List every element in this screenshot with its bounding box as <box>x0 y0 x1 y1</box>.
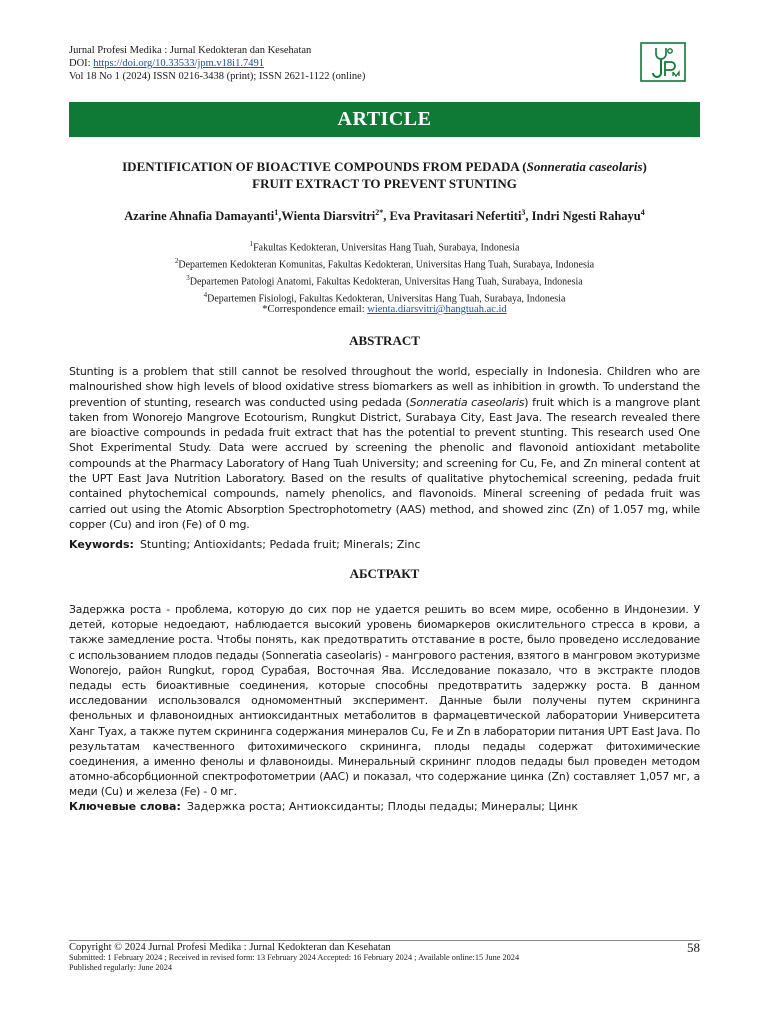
affiliation-list <box>69 238 700 307</box>
article-banner: ARTICLE <box>69 102 700 137</box>
correspondence-label: *Correspondence email: <box>262 304 368 315</box>
affiliation: $^1$Fakultas Kedokteran, Universitas Hang Tuah, Surabaya, Indonesia <box>249 240 520 254</box>
volume-issn-line: Vol 18 No 1 (2024) ISSN 0216-3438 (print); ISSN 2621-1122 (online) <box>69 71 366 82</box>
title-prefix: IDENTIFICATION OF BIOACTIVE COMPOUNDS FROM PEDADA ( <box>122 159 527 174</box>
abstract-heading: ABSTRACT <box>349 333 420 348</box>
keywords-label: Keywords: <box>69 538 134 551</box>
author: Wienta Diarsvitri$^{2*}$ <box>281 208 384 224</box>
journal-logo <box>640 42 686 82</box>
affiliation: $^2$Departemen Kedokteran Komunitas, Fakultas Kedokteran, Universitas Hang Tuah, Surabaya, Indonesia <box>174 257 595 271</box>
title-species: Sonneratia caseolaris <box>526 159 643 174</box>
title-line-2: FRUIT EXTRACT TO PREVENT STUNTING <box>252 176 517 191</box>
doi-label: DOI: <box>69 58 94 69</box>
keywords-ru-label: Ключевые слова: <box>69 800 181 813</box>
published-line: Published regularly: June 2024 <box>69 963 173 973</box>
page-number: 58 <box>687 940 700 955</box>
keywords-ru-line <box>69 800 700 813</box>
correspondence-email-link[interactable]: wienta.diarsvitri@hangtuah.ac.id <box>367 304 507 315</box>
author: Eva Pravitasari Nefertiti$^3$ <box>389 208 526 224</box>
title-suffix: ) <box>642 159 647 174</box>
title-line-1 <box>69 158 700 175</box>
correspondence <box>69 304 700 315</box>
journal-name: Jurnal Profesi Medika : Jurnal Kedokteran dan Kesehatan <box>69 45 312 56</box>
author-list: Azarine Ahnafia Damayanti$^1$,Wienta Diarsvitri$^{2*}$, Eva Pravitasari Nefertiti$^3$, Indri Ngesti Rahayu$^4$ <box>124 208 645 224</box>
keywords-values: Stunting; Antioxidants; Pedada fruit; Minerals; Zinc <box>139 538 421 551</box>
keywords-ru-values: Задержка роста; Антиоксиданты; Плоды педады; Минералы; Цинк <box>186 800 578 813</box>
submission-dates: Submitted: 1 February 2024 ; Received in revised form: 13 February 2024 Accepted: 16 February 2024 ; Available online:15 June 2024 <box>69 953 520 962</box>
author: Azarine Ahnafia Damayanti$^1$ <box>124 208 279 224</box>
abstract-ru-body: Задержка роста - проблема, которую до сих пор не удается решить во всем мире, особенно в Индонезии. У детей, которые недоедают, наблюдается высокий уровень биомаркеров окислительного стресса в крови, а также замедление роста. Чтобы понять, как предотвратить отставание в росте, было проведено исследование с использованием плодов педады (Sonneratia caseolaris) - мангрового растения, взятого в мангровом экотуризме Wonorejo, район Rungkut, город Сурабая, Восточная Ява. Исследование показало, что в экстракте плодов педады есть биоактивные соединения, которые способны предотвратить задержку роста. В данном исследовании использовался одномоментный эксперимент. Данные были получены путем скрининга фенольных и флавоноидных антиоксидантных метаболитов в фармацевтической лаборатории Университета Ханг Туах, а также путем скрининга содержания минералов Cu, Fe и Zn в лаборатории питания UPT East Java. По результатам качественного фитохимического скрининга, плоды педады содержат фитохимические соединения, а именно фенолы и флавоноиды. Минеральный скрининг плодов педады был проведен методом атомно-абсорбционной спектрофотометрии (ААС) и показал, что содержание цинка (Zn) составляет 1,057 мг, а меди (Cu) и железа (Fe) - 0 мг. <box>69 603 700 799</box>
doi-link[interactable]: https://doi.org/10.33533/jpm.v18i1.7491 <box>93 58 264 69</box>
copyright-line: Copyright © 2024 Jurnal Profesi Medika : Jurnal Kedokteran dan Kesehatan <box>69 942 391 953</box>
affiliation: $^3$Departemen Patologi Anatomi, Fakultas Kedokteran, Universitas Hang Tuah, Surabaya, Indonesia <box>186 274 583 288</box>
author: Indri Ngesti Rahayu$^4$ <box>531 208 645 224</box>
doi-line <box>69 57 629 70</box>
keywords-line <box>69 538 700 551</box>
paper-title <box>69 158 700 192</box>
abstract-body: Stunting is a problem that still cannot be resolved throughout the world, especially in Indonesia. Children who are malnourished show high levels of blood oxidative stress biomarkers as well as inhibition in growth. To understand the prevention of stunting, research was conducted using pedada (Sonneratia caseolaris) fruit which is a mangrove plant taken from Wonorejo Mangrove Ecotourism, Rungkut District, Surabaya City, East Java. The research revealed there are bioactive compounds in pedada fruit extract that has the potential to prevent stunting. This research used One Shot Experimental Study. Data were accrued by screening the phenolic and flavonoid antioxidant metabolite compounds at the Pharmacy Laboratory of Hang Tuah University; and screening for Cu, Fe, and Zn mineral content at the UPT East Java Nutrition Laboratory. Based on the results of qualitative phytochemical screening, pedada fruit contained phytochemical compounds, namely phenolics, and flavonoids. Mineral screening of pedada fruit was carried out using the Atomic Absorption Spectrophotometry (AAS) method, and showed zinc (Zn) of 1.057 mg, while copper (Cu) and iron (Fe) of 0 mg. <box>69 365 701 531</box>
journal-header <box>69 44 629 83</box>
page-footer <box>69 940 700 973</box>
abstract-ru-heading: АБСТРАКТ <box>349 566 420 581</box>
affiliation: $^4$Departemen Fisiologi, Fakultas Kedokteran, Universitas Hang Tuah, Surabaya, Indonesia <box>203 291 566 305</box>
